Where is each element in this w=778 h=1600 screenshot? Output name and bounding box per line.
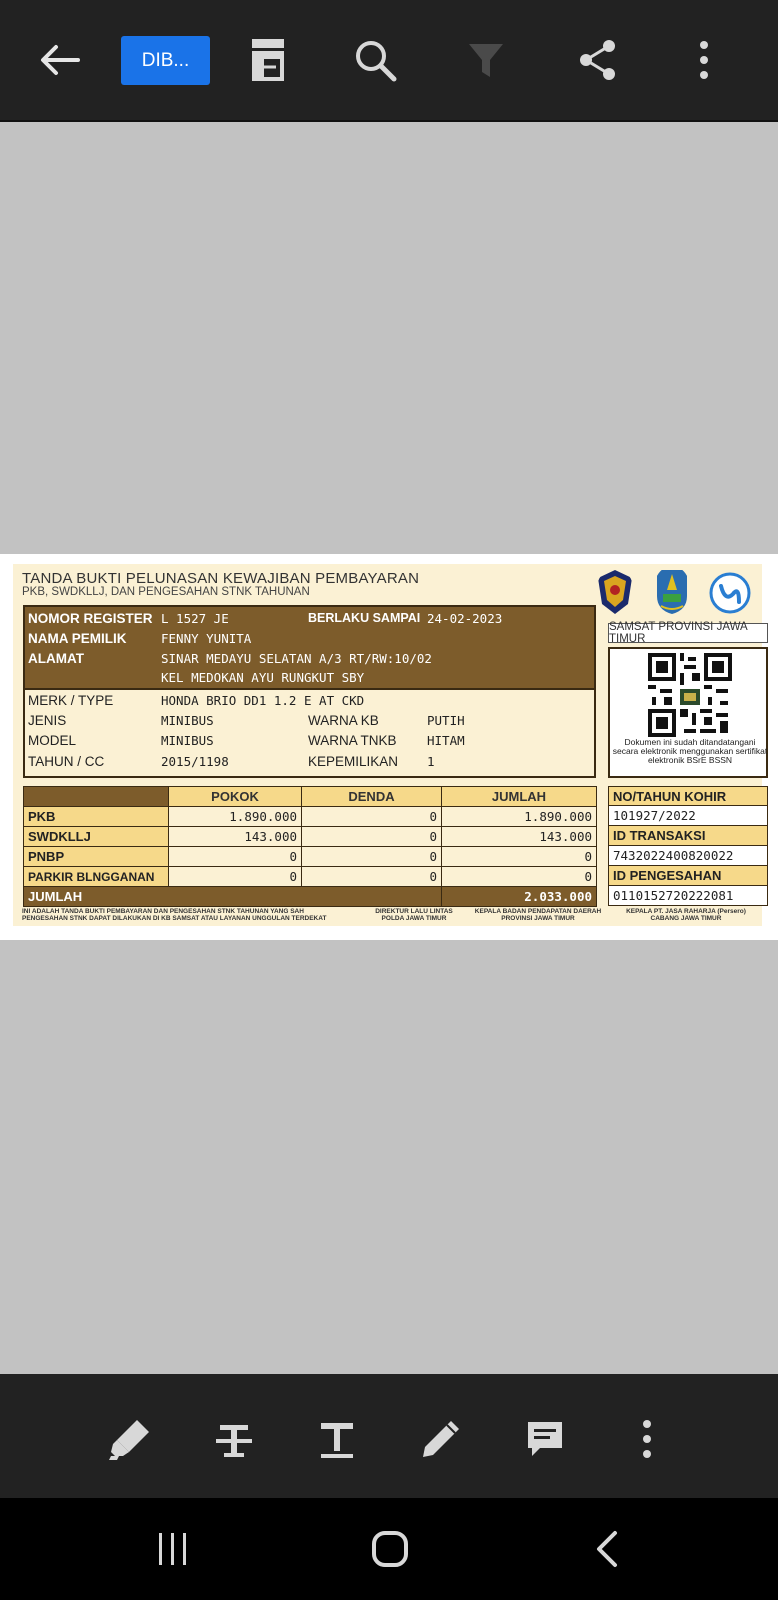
fee-header-row [24, 787, 597, 807]
receipt-title: TANDA BUKTI PELUNASAN KEWAJIBAN PEMBAYARAN [22, 570, 420, 587]
warna-kb-label: WARNA KB [308, 713, 379, 728]
qr-note: Dokumen ini sudah ditandatangani secara elektronik menggunakan sertifikat elektronik BSrE BSSN [612, 737, 768, 765]
footer-note-1: INI ADALAH TANDA BUKTI PEMBAYARAN DAN PENGESAHAN STNK TAHUNAN YANG SAH [22, 908, 304, 915]
col-denda: DENDA [302, 787, 442, 807]
pokok-cell: 0 [169, 847, 302, 867]
nomor-register-value: L 1527 JE [161, 611, 229, 626]
qr-code-icon [648, 653, 732, 737]
back-button[interactable] [30, 30, 90, 90]
alamat-line-2: KEL MEDOKAN AYU RUNGKUT SBY [161, 670, 365, 685]
qr-box [608, 647, 768, 778]
pokok-cell: 143.000 [169, 827, 302, 847]
vehicle-info-box [23, 688, 596, 778]
denda-cell: 0 [302, 847, 442, 867]
more-options-button[interactable] [674, 30, 734, 90]
warna-tnkb-value: HITAM [427, 733, 465, 748]
comment-icon [524, 1418, 566, 1460]
jumlah-cell: 143.000 [442, 827, 597, 847]
model-label: MODEL [28, 733, 77, 748]
share-button[interactable] [568, 30, 628, 90]
kohir-value: 101927/2022 [608, 806, 768, 826]
col-pokok: POKOK [169, 787, 302, 807]
denda-cell: 0 [302, 827, 442, 847]
denda-cell: 0 [302, 807, 442, 827]
row-label: PKB [24, 807, 169, 827]
row-label: PNBP [24, 847, 169, 867]
jenis-value: MINIBUS [161, 713, 214, 728]
transaction-ids [608, 786, 768, 906]
denda-cell: 0 [302, 867, 442, 887]
total-label: JUMLAH [24, 887, 442, 907]
layout-icon [250, 37, 286, 83]
east-java-emblem-icon [653, 566, 691, 616]
more-vertical-icon [641, 1419, 653, 1459]
nomor-register-label: NOMOR REGISTER [28, 611, 153, 626]
table-row [24, 847, 597, 867]
signer-3-title: KEPALA PT. JASA RAHARJA (Persero) [626, 908, 746, 915]
total-value: 2.033.000 [442, 887, 597, 907]
pokok-cell: 0 [169, 867, 302, 887]
jenis-label: JENIS [28, 713, 67, 728]
home-icon [370, 1529, 410, 1569]
berlaku-value: 24-02-2023 [427, 611, 503, 626]
model-value: MINIBUS [161, 733, 214, 748]
police-logo-icon [596, 568, 634, 616]
top-toolbar [0, 0, 778, 122]
samsat-label: SAMSAT PROVINSI JAWA TIMUR [608, 623, 768, 643]
search-button[interactable] [345, 30, 405, 90]
jumlah-cell: 1.890.000 [442, 807, 597, 827]
kepemilikan-label: KEPEMILIKAN [308, 754, 399, 769]
table-row [24, 807, 597, 827]
pokok-cell: 1.890.000 [169, 807, 302, 827]
pengesahan-value: 0110152720222081 [608, 886, 768, 906]
strikethrough-button[interactable] [209, 1414, 259, 1464]
annotation-toolbar [0, 1374, 778, 1498]
system-nav-bar [0, 1498, 778, 1600]
chevron-left-icon [593, 1529, 623, 1569]
more-tools-button[interactable] [622, 1414, 672, 1464]
transaksi-value: 7432022400820022 [608, 846, 768, 866]
merk-value: HONDA BRIO DD1 1.2 E AT CKD [161, 693, 365, 708]
berlaku-label: BERLAKU SAMPAI [308, 611, 421, 625]
receipt-subtitle: PKB, SWDKLLJ, DAN PENGESAHAN STNK TAHUNAN [22, 586, 310, 598]
jasa-raharja-logo-icon [709, 572, 751, 614]
alamat-label: ALAMAT [28, 651, 84, 666]
total-row [24, 887, 597, 907]
merk-label: MERK / TYPE [28, 693, 114, 708]
nama-value: FENNY YUNITA [161, 631, 252, 646]
payment-receipt [13, 564, 768, 926]
signer-1-org: POLDA JAWA TIMUR [381, 915, 447, 922]
fee-header-blank [24, 787, 169, 807]
filter-icon [466, 40, 506, 80]
comment-button[interactable] [520, 1414, 570, 1464]
share-icon [576, 38, 620, 82]
signer-2-title: KEPALA BADAN PENDAPATAN DAERAH [474, 908, 602, 915]
tahun-label: TAHUN / CC [28, 754, 105, 769]
more-vertical-icon [698, 40, 710, 80]
table-row [24, 867, 597, 887]
document-page [0, 554, 778, 940]
recent-apps-button[interactable] [143, 1526, 203, 1572]
text-icon [317, 1419, 357, 1459]
signer-3-org: CABANG JAWA TIMUR [650, 915, 722, 922]
col-jumlah: JUMLAH [442, 787, 597, 807]
warna-kb-value: PUTIH [427, 713, 465, 728]
highlighter-button[interactable] [105, 1414, 155, 1464]
signer-1-title: DIREKTUR LALU LINTAS [375, 908, 453, 915]
row-label: SWDKLLJ [24, 827, 169, 847]
text-button[interactable] [312, 1414, 362, 1464]
pen-icon [419, 1417, 463, 1461]
strikethrough-icon [214, 1419, 254, 1459]
signer-2-org: PROVINSI JAWA TIMUR [501, 915, 575, 922]
owner-info-box [23, 605, 596, 690]
fee-table [23, 786, 597, 907]
highlighter-icon [107, 1416, 153, 1462]
document-tab[interactable]: DIB... [121, 36, 210, 85]
pengesahan-label: ID PENGESAHAN [608, 866, 768, 886]
filter-button[interactable] [456, 30, 516, 90]
back-nav-button[interactable] [578, 1526, 638, 1572]
document-canvas[interactable] [0, 122, 778, 1374]
search-icon [353, 38, 397, 82]
layout-button[interactable] [238, 30, 298, 90]
table-row [24, 827, 597, 847]
pen-button[interactable] [416, 1414, 466, 1464]
transaksi-label: ID TRANSAKSI [608, 826, 768, 846]
footer-note-2: PENGESAHAN STNK DAPAT DILAKUKAN DI KB SAMSAT ATAU LAYANAN UNGGULAN TERDEKAT [22, 915, 327, 922]
row-label: PARKIR BLNGGANAN [24, 867, 169, 887]
nama-label: NAMA PEMILIK [28, 631, 127, 646]
kepemilikan-value: 1 [427, 754, 435, 769]
recent-apps-icon [155, 1531, 191, 1567]
arrow-left-icon [38, 42, 82, 78]
tahun-value: 2015/1198 [161, 754, 229, 769]
jumlah-cell: 0 [442, 867, 597, 887]
jumlah-cell: 0 [442, 847, 597, 867]
warna-tnkb-label: WARNA TNKB [308, 733, 397, 748]
kohir-label: NO/TAHUN KOHIR [608, 786, 768, 806]
alamat-line-1: SINAR MEDAYU SELATAN A/3 RT/RW:10/02 [161, 651, 432, 666]
home-button[interactable] [360, 1526, 420, 1572]
